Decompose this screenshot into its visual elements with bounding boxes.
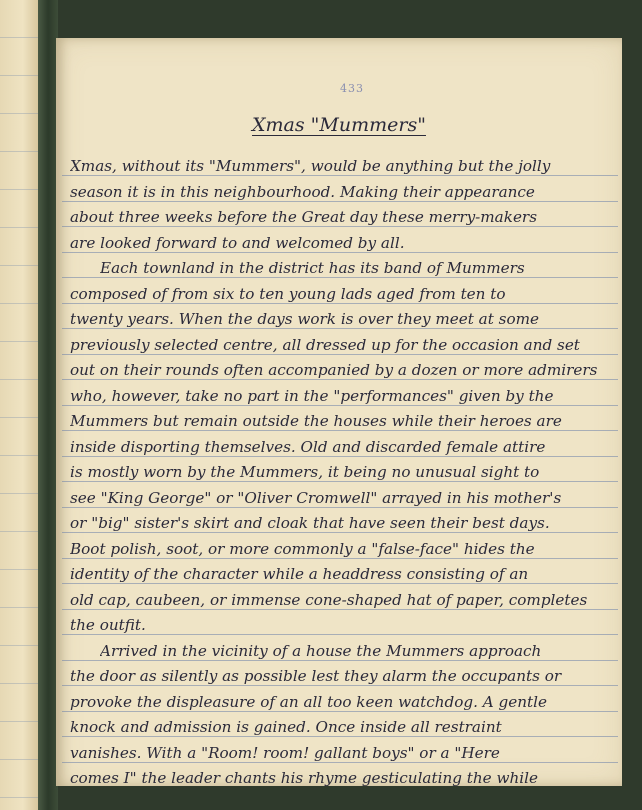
text-line: season it is in this neighbourhood. Making their appearance: [70, 182, 535, 201]
text-line: previously selected centre, all dressed up for the occasion and set: [70, 335, 580, 354]
text-line: are looked forward to and welcomed by all.: [70, 233, 405, 252]
page-title: Xmas "Mummers": [252, 114, 426, 136]
text-line: Xmas, without its "Mummers", would be anything but the jolly: [70, 157, 551, 175]
text-line: composed of from six to ten young lads aged from ten to: [70, 284, 506, 303]
book-spine: [38, 0, 58, 810]
text-line: comes I" the leader chants his rhyme gesticulating the while: [70, 769, 538, 786]
text-line: Mummers but remain outside the houses while their heroes are: [70, 412, 562, 430]
text-line: identity of the character while a headdress consisting of an: [70, 565, 529, 583]
text-line: the outfit.: [70, 616, 146, 634]
text-line: the door as silently as possible lest they alarm the occupants or: [70, 667, 562, 685]
text-line: Boot polish, soot, or more commonly a "false-face" hides the: [70, 539, 535, 558]
text-line: who, however, take no part in the "performances" given by the: [70, 386, 554, 405]
text-line: out on their rounds often accompanied by a dozen or more admirers: [70, 361, 598, 379]
page-number: 433: [340, 82, 364, 95]
text-line: see "King George" or "Oliver Cromwell" arrayed in his mother's: [70, 488, 562, 507]
text-line: Arrived in the vicinity of a house the Mummers approach: [100, 641, 542, 660]
manuscript-page: [56, 38, 622, 786]
text-line: Each townland in the district has its band of Mummers: [100, 259, 525, 277]
text-line: provoke the displeasure of an all too keen watchdog. A gentle: [70, 692, 547, 711]
text-line: inside disporting themselves. Old and discarded female attire: [70, 437, 546, 456]
facing-page-edge: [0, 0, 40, 810]
text-line: or "big" sister's skirt and cloak that have seen their best days.: [70, 514, 550, 532]
text-line: is mostly worn by the Mummers, it being no unusual sight to: [70, 463, 540, 481]
text-line: old cap, caubeen, or immense cone-shaped hat of paper, completes: [70, 590, 588, 609]
text-line: twenty years. When the days work is over they meet at some: [70, 310, 539, 328]
text-line: vanishes. With a "Room! room! gallant boys" or a "Here: [70, 743, 500, 762]
text-line: about three weeks before the Great day these merry-makers: [70, 208, 537, 226]
text-line: knock and admission is gained. Once inside all restraint: [70, 718, 502, 736]
